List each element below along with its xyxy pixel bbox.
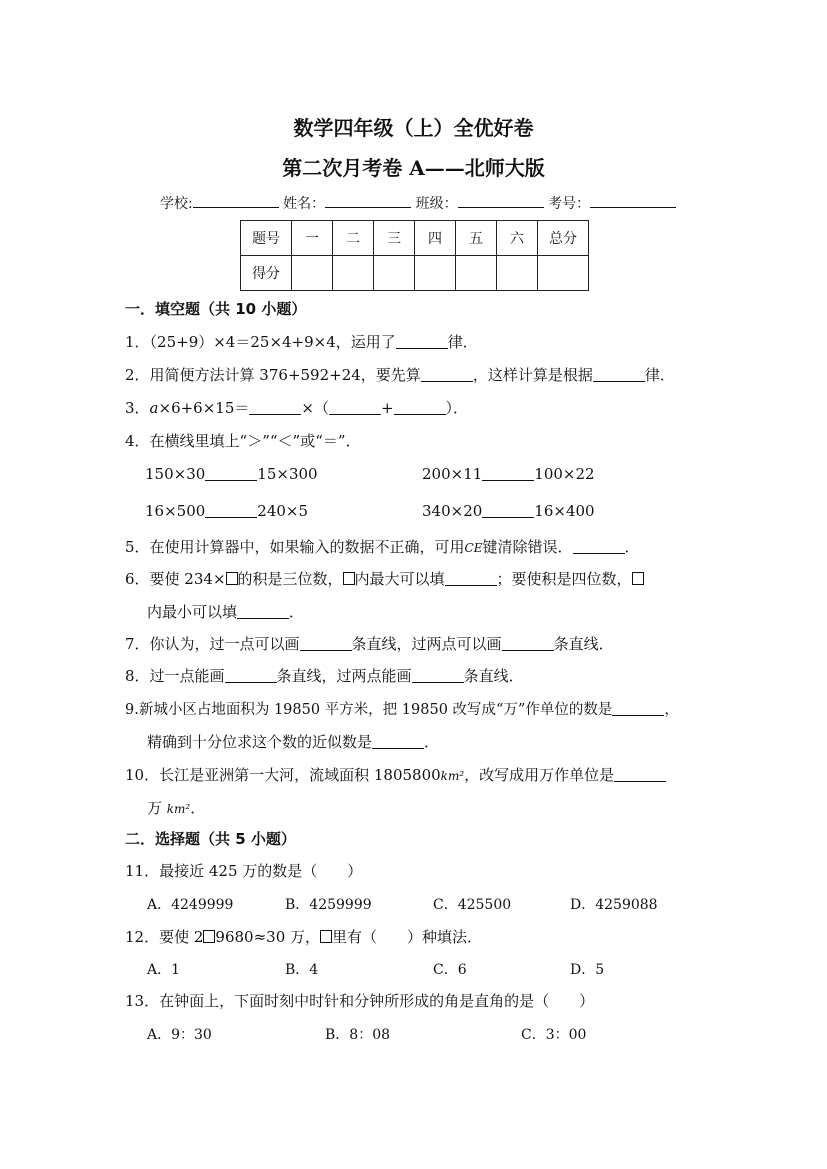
q3-text-end: ）． xyxy=(445,399,469,417)
option-a[interactable]: A．4249999 xyxy=(147,897,234,913)
q4-c-left: 16×500 xyxy=(145,502,206,520)
ce-key-label: CE xyxy=(464,541,483,555)
question-6 xyxy=(125,568,644,589)
name-label: 姓名： xyxy=(283,196,326,212)
q12-options xyxy=(147,959,604,979)
score-cell[interactable] xyxy=(415,256,456,291)
answer-blank[interactable] xyxy=(394,398,446,415)
q1-text: 1．（25+9）×4＝25×4+9×4，运用了 xyxy=(125,333,396,351)
answer-blank[interactable] xyxy=(329,398,381,415)
option-b[interactable]: B．8：08 xyxy=(325,1027,391,1043)
school-label: 学校: xyxy=(160,196,193,212)
q10-text-mid: ，改写成用万作单位是 xyxy=(464,766,615,784)
q2-text: 2．用简便方法计算 376+592+24，要先算 xyxy=(125,366,421,384)
square-box-icon xyxy=(226,572,238,585)
option-b[interactable]: B．4259999 xyxy=(285,897,372,913)
option-a[interactable]: A．1 xyxy=(147,962,181,978)
q9-text-c: 精确到十分位求这个数的近似数是 xyxy=(147,733,373,751)
q4-b-right: 100×22 xyxy=(534,465,595,483)
option-c[interactable]: C．3：00 xyxy=(521,1027,587,1043)
class-label: 班级： xyxy=(415,196,458,212)
q3-text-mid: ×（ xyxy=(301,399,329,417)
section-2-heading: 二．选择题（共 5 小题） xyxy=(125,830,296,848)
score-cell[interactable] xyxy=(497,256,538,291)
score-row-label: 得分 xyxy=(241,256,292,291)
question-4: 4．在横线里填上“＞”“＜”或“＝”． xyxy=(125,432,361,450)
q5-text-end: 键清除错误． xyxy=(482,538,573,556)
q10-text-end: ． xyxy=(190,799,206,817)
q5-text: 5．在使用计算器中，如果输入的数据不正确，可用 xyxy=(125,538,465,556)
answer-blank[interactable] xyxy=(593,365,645,382)
q1-text-end: 律． xyxy=(447,333,478,351)
q10-text-c: 万 xyxy=(147,799,167,817)
q9-text-end: ． xyxy=(424,733,440,751)
answer-blank[interactable] xyxy=(482,501,534,518)
name-blank[interactable] xyxy=(325,193,411,208)
q3-number: 3． xyxy=(125,399,150,417)
answer-blank[interactable] xyxy=(205,464,257,481)
q4-item-b xyxy=(422,464,595,483)
score-header-cell: 六 xyxy=(497,221,538,256)
question-10-cont xyxy=(147,797,205,818)
q6-text-c: 内最大可以填 xyxy=(354,570,445,588)
answer-blank[interactable] xyxy=(482,464,534,481)
q10-unit-2: km² xyxy=(166,802,191,816)
answer-blank[interactable] xyxy=(237,602,289,619)
q7-text: 7．你认为，过一点可以画 xyxy=(125,635,300,653)
square-box-icon xyxy=(203,930,215,943)
question-2 xyxy=(125,364,675,385)
option-a[interactable]: A．9：30 xyxy=(147,1027,212,1043)
answer-blank[interactable] xyxy=(300,634,352,651)
answer-blank[interactable] xyxy=(445,569,497,586)
q2-text-mid: ，这样计算是根据 xyxy=(472,366,593,384)
q4-item-c xyxy=(145,501,308,520)
q4-item-d xyxy=(422,501,595,520)
score-cell[interactable] xyxy=(333,256,374,291)
question-3 xyxy=(125,397,468,418)
answer-blank[interactable] xyxy=(249,398,301,415)
answer-blank[interactable] xyxy=(412,666,464,683)
option-c[interactable]: C．6 xyxy=(433,962,467,978)
question-7 xyxy=(125,633,614,654)
question-11: 11．最接近 425 万的数是（ ） xyxy=(125,862,363,880)
answer-blank[interactable] xyxy=(573,537,625,554)
page-subtitle: 第二次月考卷 A——北师大版 xyxy=(282,156,545,180)
q8-text: 8．过一点能画 xyxy=(125,667,225,685)
score-header-cell: 五 xyxy=(456,221,497,256)
square-box-icon xyxy=(343,572,355,585)
score-table xyxy=(240,220,589,291)
q12-text-b: 9680≈30 万， xyxy=(215,928,321,946)
q4-d-left: 340×20 xyxy=(422,502,483,520)
score-cell[interactable] xyxy=(538,256,589,291)
score-cell[interactable] xyxy=(374,256,415,291)
q9-text: 9.新城小区占地面积为 19850 平方米，把 19850 改写成“万”作单位的数是 xyxy=(125,702,613,718)
q5-period: ． xyxy=(624,538,640,556)
score-header-cell: 三 xyxy=(374,221,415,256)
option-d[interactable]: D．4259088 xyxy=(570,897,658,913)
question-1 xyxy=(125,331,478,352)
section-1-heading: 一．填空题（共 10 小题） xyxy=(125,300,307,318)
q11-options xyxy=(147,894,658,914)
q3-variable: a xyxy=(149,399,159,417)
score-header-cell: 一 xyxy=(292,221,333,256)
q12-text-c: 里有（ ）种填法． xyxy=(332,928,483,946)
question-5 xyxy=(125,536,640,557)
q3-plus: + xyxy=(380,399,394,417)
q12-text: 12．要使 2 xyxy=(125,928,204,946)
question-8 xyxy=(125,665,524,686)
square-box-icon xyxy=(632,572,644,585)
q2-text-end: 律． xyxy=(644,366,675,384)
question-9-cont xyxy=(147,731,439,752)
option-b[interactable]: B．4 xyxy=(285,962,319,978)
q6-text-d: ；要使积是四位数， xyxy=(496,570,632,588)
q4-c-right: 240×5 xyxy=(257,502,309,520)
question-10 xyxy=(125,764,666,785)
answer-blank[interactable] xyxy=(396,332,448,349)
answer-blank[interactable] xyxy=(502,634,554,651)
q3-text: ×6+6×15＝ xyxy=(158,399,250,417)
q10-unit: km² xyxy=(440,769,465,783)
question-9 xyxy=(125,698,679,719)
question-13: 13．在钟面上，下面时刻中时针和分钟所形成的角是直角的是（ ） xyxy=(125,992,595,1010)
score-header-cell: 二 xyxy=(333,221,374,256)
q9-text-comma: ， xyxy=(664,702,679,718)
q13-options xyxy=(147,1024,586,1044)
answer-blank[interactable] xyxy=(225,666,277,683)
school-blank[interactable] xyxy=(193,193,279,208)
q4-b-left: 200×11 xyxy=(422,465,483,483)
answer-blank[interactable] xyxy=(205,501,257,518)
question-12 xyxy=(125,926,482,947)
score-header-row xyxy=(241,221,589,256)
q6-text-end: ． xyxy=(289,603,305,621)
q4-item-a xyxy=(145,464,318,483)
q6-text-b: 的积是三位数， xyxy=(237,570,343,588)
score-cell[interactable] xyxy=(292,256,333,291)
answer-blank[interactable] xyxy=(421,365,473,382)
answer-blank[interactable] xyxy=(612,699,664,716)
square-box-icon xyxy=(320,930,332,943)
q10-text: 10．长江是亚洲第一大河，流域面积 1805800 xyxy=(125,766,441,784)
class-blank[interactable] xyxy=(458,193,544,208)
q7-text-mid: 条直线，过两点可以画 xyxy=(351,635,502,653)
page-title: 数学四年级（上）全优好卷 xyxy=(293,116,534,140)
q4-a-left: 150×30 xyxy=(145,465,206,483)
exam-no-label: 考号： xyxy=(548,196,591,212)
option-c[interactable]: C．425500 xyxy=(433,897,512,913)
q4-a-right: 15×300 xyxy=(257,465,318,483)
q6-text-e: 内最小可以填 xyxy=(147,603,238,621)
option-d[interactable]: D．5 xyxy=(570,962,605,978)
question-6-cont xyxy=(147,601,304,622)
student-info-line xyxy=(160,193,676,213)
answer-blank[interactable] xyxy=(372,732,424,749)
score-row xyxy=(241,256,589,291)
score-header-cell: 总分 xyxy=(538,221,589,256)
q7-text-end: 条直线． xyxy=(553,635,614,653)
q8-text-end: 条直线． xyxy=(463,667,524,685)
exam-no-blank[interactable] xyxy=(590,193,676,208)
answer-blank[interactable] xyxy=(614,765,666,782)
score-header-cell: 题号 xyxy=(241,221,292,256)
q8-text-mid: 条直线，过两点能画 xyxy=(276,667,412,685)
score-cell[interactable] xyxy=(456,256,497,291)
q4-d-right: 16×400 xyxy=(534,502,595,520)
q6-text: 6．要使 234× xyxy=(125,570,226,588)
score-header-cell: 四 xyxy=(415,221,456,256)
